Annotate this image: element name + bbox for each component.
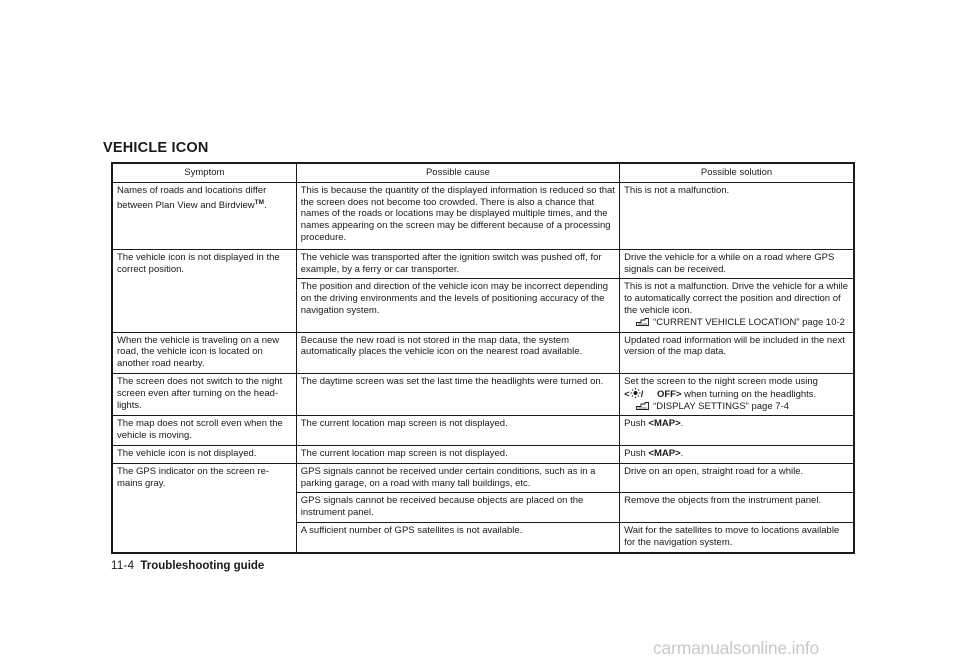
- table-row: [112, 182, 854, 249]
- solution-cell: [620, 373, 854, 415]
- header-symptom: Symptom: [112, 163, 296, 182]
- cause-cell: The current location map screen is not displayed.: [296, 416, 619, 446]
- page-reference: [624, 401, 849, 413]
- solution-text: This is not a malfunction. Drive the vehicle for a while to automatically correct the position and direction of the vehicle icon.: [624, 281, 849, 316]
- solution-cell: Updated road information will be included in the next version of the map data.: [620, 332, 854, 373]
- section-title: VEHICLE ICON: [103, 140, 209, 156]
- reference-text: “CURRENT VEHICLE LOCATION” page 10-2: [653, 316, 845, 328]
- table-row: [112, 445, 854, 463]
- cause-cell: This is because the quantity of the displayed information is reduced so that the screen does not become too crowded. There is also a chance that names of the roads or locations may be displayed multiple times, and the names appearing on the screen may be different because of a processing procedure.: [296, 182, 619, 249]
- trademark-mark: TM: [254, 198, 265, 206]
- cause-cell: GPS signals cannot be received under certain conditions, such as in a parking garage, on a road with many tall buildings, etc.: [296, 463, 619, 493]
- symptom-text: Names of roads and locations differ between Plan View and Birdview: [117, 184, 267, 211]
- page-reference: [624, 317, 849, 329]
- symptom-cell: The map does not scroll even when the vehicle is moving.: [112, 416, 296, 446]
- page-number: 11-4: [111, 560, 135, 572]
- symptom-period: .: [264, 199, 267, 211]
- solution-cell: [620, 445, 854, 463]
- chapter-title: Troubleshooting guide: [140, 560, 265, 572]
- key-off: OFF>: [654, 388, 682, 400]
- table-row: [112, 416, 854, 446]
- symptom-cell: The vehicle icon is not displayed.: [112, 445, 296, 463]
- solution-cell: Remove the objects from the instrument panel.: [620, 493, 854, 523]
- table-header-row: [112, 163, 854, 182]
- header-possible-solution: Possible solution: [620, 163, 854, 182]
- reference-pointer-icon: [636, 317, 649, 326]
- cause-cell: A sufficient number of GPS satellites is not available.: [296, 522, 619, 552]
- symptom-cell: [112, 182, 296, 249]
- cause-cell: The vehicle was transported after the ignition switch was pushed off, for example, by a ferry or car transporter.: [296, 249, 619, 279]
- cause-cell: GPS signals cannot be received because objects are placed on the instrument panel.: [296, 493, 619, 523]
- solution-cell: Wait for the satellites to move to locations available for the navigation system.: [620, 522, 854, 552]
- solution-cell: [620, 279, 854, 332]
- reference-text: “DISPLAY SETTINGS” page 7-4: [653, 400, 789, 412]
- solution-period: .: [680, 418, 684, 430]
- key-open-bracket: <: [624, 388, 630, 400]
- table-row: [112, 332, 854, 373]
- solution-prefix: Push: [624, 418, 649, 430]
- map-key: <MAP>: [648, 447, 681, 459]
- symptom-cell: The screen does not switch to the night screen even after turning on the head-lights.: [112, 373, 296, 415]
- cause-cell: The daytime screen was set the last time the headlights were turned on.: [296, 373, 619, 415]
- solution-period: .: [680, 447, 684, 459]
- watermark: carmanualsonline.info: [653, 638, 820, 658]
- header-possible-cause: Possible cause: [296, 163, 619, 182]
- map-key: <MAP>: [648, 418, 681, 430]
- table-row: [112, 249, 854, 279]
- symptom-cell: The vehicle icon is not displayed in the correct position.: [112, 249, 296, 332]
- solution-cell: This is not a malfunction.: [620, 182, 854, 249]
- solution-cell: Drive on an open, straight road for a while.: [620, 463, 854, 493]
- cause-cell: The current location map screen is not displayed.: [296, 445, 619, 463]
- solution-cell: [620, 416, 854, 446]
- sun-icon: [630, 388, 641, 398]
- key-slash: /: [640, 388, 644, 400]
- table-row: [112, 373, 854, 415]
- solution-text-after: when turning on the headlights.: [681, 388, 817, 400]
- troubleshooting-table: [111, 162, 855, 554]
- reference-pointer-icon: [636, 401, 649, 410]
- symptom-cell: When the vehicle is traveling on a new road, the vehicle icon is located on another road nearby.: [112, 332, 296, 373]
- solution-cell: Drive the vehicle for a while on a road where GPS signals can be received.: [620, 249, 854, 279]
- page-footer: [111, 560, 264, 572]
- table-row: [112, 463, 854, 493]
- symptom-cell: The GPS indicator on the screen re-mains gray.: [112, 463, 296, 552]
- cause-cell: Because the new road is not stored in the map data, the system automatically places the vehicle icon on the nearest road available.: [296, 332, 619, 373]
- moon-icon: [640, 388, 654, 400]
- cause-cell: The position and direction of the vehicle icon may be incorrect depending on the driving environments and the levels of positioning accuracy of the navigation system.: [296, 279, 619, 332]
- solution-text: Set the screen to the night screen mode using: [624, 375, 818, 387]
- solution-prefix: Push: [624, 447, 649, 459]
